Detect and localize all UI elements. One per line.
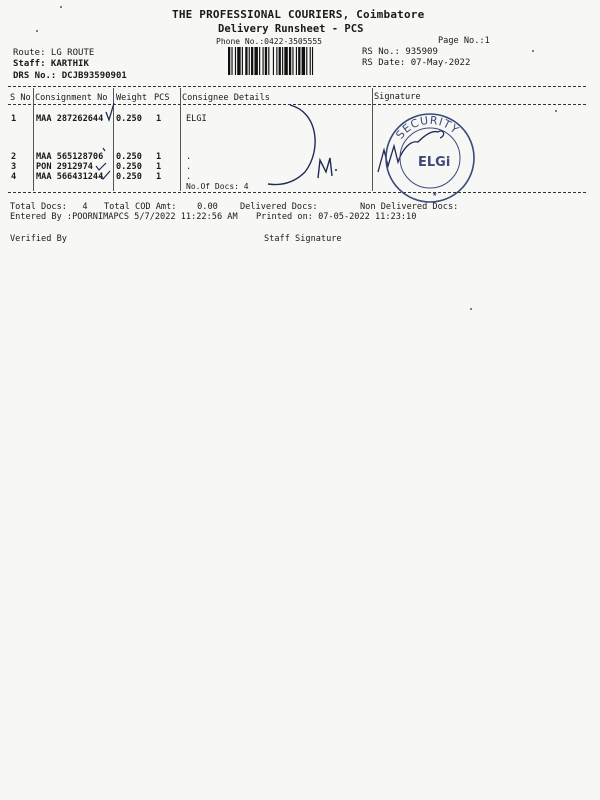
row-weight: 0.250 (116, 172, 142, 182)
company-name: THE PROFESSIONAL COURIERS, Coimbatore (172, 8, 425, 21)
stamp-text: SECURITY (393, 113, 462, 142)
row-pcs: 1 (156, 114, 162, 124)
row-weight: 0.250 (116, 152, 142, 162)
col-header-consignment: Consignment No (35, 93, 108, 103)
row-sno: 1 (11, 114, 17, 124)
row-weight: 0.250 (116, 162, 142, 172)
row-consignment: MAA 566431244 (36, 172, 104, 182)
page-number: Page No.:1 (438, 36, 490, 46)
total-docs: Total Docs: 4 (10, 202, 88, 212)
row-pcs: 1 (156, 172, 162, 182)
row-consignee: . (186, 162, 192, 172)
col-header-signature: Signature (374, 92, 421, 102)
row-consignee: . (186, 172, 192, 182)
drs-number: DRS No.: DCJB93590901 (13, 71, 127, 81)
rs-date: RS Date: 07-May-2022 (362, 58, 471, 68)
entered-by: Entered By :POORNIMAPCS 5/7/2022 11:22:56 AM (10, 212, 238, 222)
tick-mark-icon (100, 171, 110, 179)
col-header-pcs: PCS (154, 93, 170, 103)
phone-number: Phone No.:0422-3505555 (216, 37, 322, 46)
verified-by-label: Verified By (10, 234, 67, 244)
handwritten-initial (318, 158, 332, 178)
printed-on: Printed on: 07-05-2022 11:23:10 (256, 212, 417, 222)
row-consignee: ELGI (186, 114, 207, 124)
row-sno: 2 (11, 152, 17, 162)
non-delivered-docs: Non Delivered Docs: (360, 202, 459, 212)
col-header-consignee: Consignee Details (182, 93, 270, 103)
route-label: Route: LG ROUTE (13, 48, 95, 58)
row-sno: 4 (11, 172, 17, 182)
delivered-docs: Delivered Docs: (240, 202, 318, 212)
tick-mark-icon (106, 103, 114, 120)
rs-number: RS No.: 935909 (362, 47, 438, 57)
docs-count: No.Of Docs: 4 (186, 182, 249, 191)
col-header-sno: S No (10, 93, 31, 103)
tick-mark-icon (96, 163, 106, 170)
row-consignee: . (186, 152, 192, 162)
row-consignment: PON 2912974 (36, 162, 93, 172)
total-cod-amount: Total COD Amt: 0.00 (104, 202, 218, 212)
document-title: Delivery Runsheet - PCS (218, 23, 364, 35)
col-header-weight: Weight (116, 93, 148, 103)
row-sno: 3 (11, 162, 17, 172)
staff-label: Staff: KARTHIK (13, 59, 89, 69)
stamp-logo: ELGi (418, 155, 451, 170)
row-weight: 0.250 (116, 114, 142, 124)
tick-mark-icon (103, 148, 105, 151)
row-consignment: MAA 287262644 (36, 114, 104, 124)
row-pcs: 1 (156, 162, 162, 172)
svg-text:★: ★ (432, 191, 438, 198)
bracket-mark (268, 105, 315, 185)
staff-signature-label: Staff Signature (264, 234, 342, 244)
row-pcs: 1 (156, 152, 162, 162)
row-consignment: MAA 565128706 (36, 152, 104, 162)
